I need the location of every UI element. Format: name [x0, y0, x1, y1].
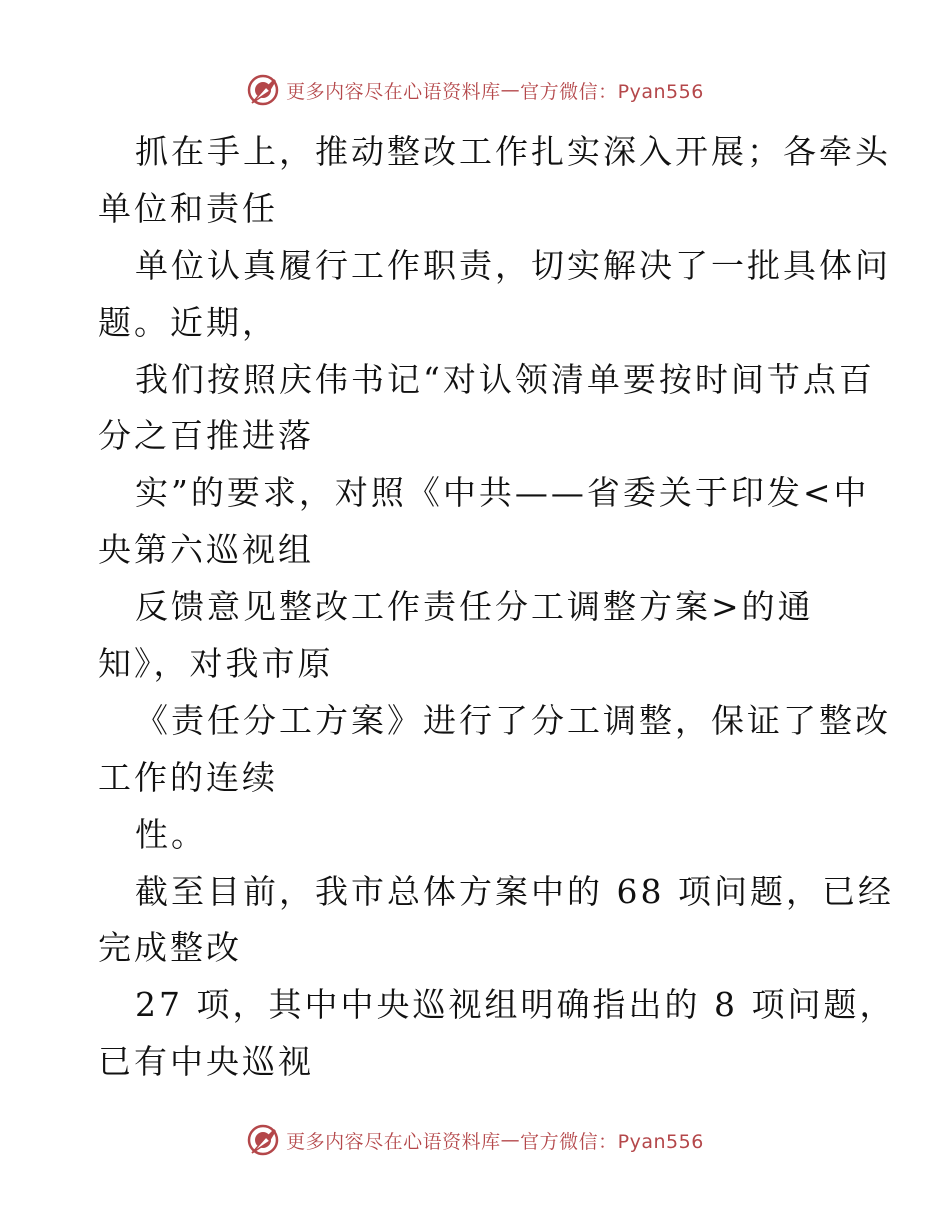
header-separator: —: [500, 79, 521, 101]
header-wechat-text: 官方微信：Pyan556: [520, 80, 704, 103]
body-line: 题。近期，: [98, 302, 278, 342]
body-line: 分之百推进落: [98, 416, 314, 456]
body-line: 截至目前，我市总体方案中的 68 项问题，已经: [135, 871, 894, 911]
body-line: 完成整改: [98, 928, 242, 968]
body-line: 性。: [135, 814, 207, 854]
footer-separator: —: [500, 1129, 521, 1151]
body-line: 我们按照庆伟书记“对认领清单要按时间节点百: [135, 359, 875, 399]
body-line: 反馈意见整改工作责任分工调整方案>的通: [135, 587, 814, 627]
header-watermark: [0, 70, 950, 110]
pen-logo-icon: [246, 73, 280, 107]
body-line: 抓在手上，推动整改工作扎实深入开展；各牵头: [135, 132, 891, 171]
pen-logo-icon: [246, 1123, 280, 1157]
body-line: 27 项，其中中央巡视组明确指出的 8 项问题，: [135, 985, 896, 1025]
body-line: 知》，对我市原: [98, 644, 334, 684]
footer-watermark: [0, 1120, 950, 1160]
body-line: 已有中央巡视: [98, 1042, 314, 1082]
body-line: 单位认真履行工作职责，切实解决了一批具体问: [135, 245, 891, 285]
body-line: 工作的连续: [98, 757, 278, 797]
body-line: 央第六巡视组: [98, 530, 314, 570]
footer-site-text: 更多内容尽在心语资料库: [286, 1130, 501, 1153]
body-line: 《责任分工方案》进行了分工调整，保证了整改: [135, 700, 891, 740]
header-site-text: 更多内容尽在心语资料库: [286, 80, 501, 103]
document-body: [98, 124, 896, 1091]
body-line: 单位和责任: [98, 188, 278, 228]
body-line: 实”的要求，对照《中共——省委关于印发<中: [135, 473, 870, 513]
footer-wechat-text: 官方微信：Pyan556: [520, 1130, 704, 1153]
